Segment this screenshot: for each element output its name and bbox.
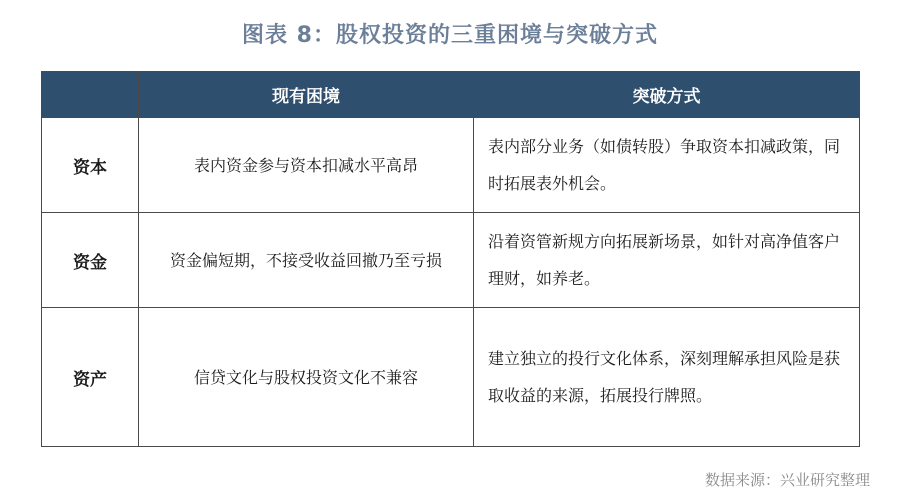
header-empty xyxy=(42,72,139,118)
header-dilemma: 现有困境 xyxy=(139,72,474,118)
dilemma-cell: 信贷文化与股权投资文化不兼容 xyxy=(139,308,474,447)
row-label-funds: 资金 xyxy=(42,213,139,308)
table-row xyxy=(42,213,860,308)
table-row xyxy=(42,118,860,213)
solution-cell: 表内部分业务（如债转股）争取资本扣减政策，同时拓展表外机会。 xyxy=(474,118,860,213)
source-note: 数据来源：兴业研究整理 xyxy=(704,471,870,489)
table-row xyxy=(42,308,860,447)
dilemma-cell: 资金偏短期，不接受收益回撤乃至亏损 xyxy=(139,213,474,308)
solution-cell: 沿着资管新规方向拓展新场景，如针对高净值客户理财，如养老。 xyxy=(474,213,860,308)
solution-cell: 建立独立的投行文化体系，深刻理解承担风险是获取收益的来源，拓展投行牌照。 xyxy=(474,308,860,447)
dilemma-cell: 表内资金参与资本扣减水平高昂 xyxy=(139,118,474,213)
table-header-row xyxy=(42,72,860,118)
row-label-capital: 资本 xyxy=(42,118,139,213)
figure-title: 图表 8：股权投资的三重困境与突破方式 xyxy=(242,23,658,48)
dilemma-table xyxy=(41,71,860,447)
header-solution: 突破方式 xyxy=(474,72,860,118)
row-label-assets: 资产 xyxy=(42,308,139,447)
